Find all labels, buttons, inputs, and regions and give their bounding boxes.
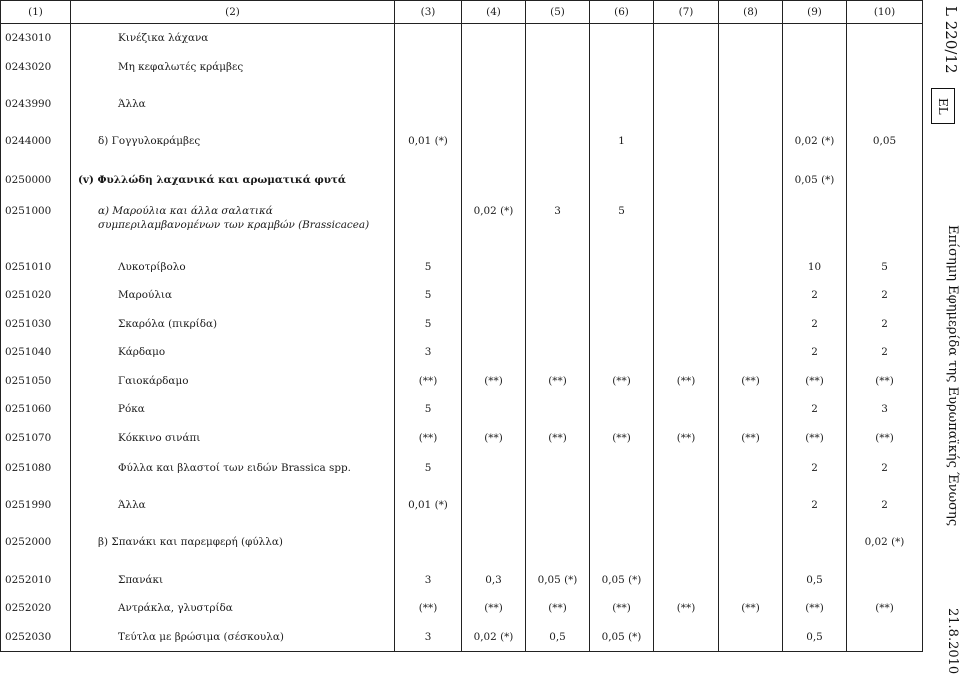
residue-limit-value <box>719 281 783 310</box>
residue-limit-value: 3 <box>395 566 462 594</box>
residue-limit-value: (**) <box>395 424 462 454</box>
residue-limit-value <box>462 90 526 127</box>
residue-limit-value: (**) <box>462 367 526 395</box>
residue-limit-value <box>526 281 590 310</box>
residue-limit-value: (**) <box>462 594 526 623</box>
residue-limit-value <box>719 454 783 491</box>
product-name: Ρόκα <box>71 395 395 424</box>
series-number: L 220/12 <box>942 6 960 74</box>
residue-limit-value <box>526 127 590 166</box>
journal-title: Επίσημη Εφημερίδα της Ευρωπαϊκής Ένωσης <box>945 225 960 527</box>
table-row <box>1 424 923 454</box>
residue-limit-value: 2 <box>783 454 847 491</box>
residue-limit-value <box>654 338 719 367</box>
residue-limit-value <box>847 166 923 197</box>
table-row <box>1 53 923 90</box>
residue-limit-value: (**) <box>395 367 462 395</box>
residue-limit-value <box>783 197 847 253</box>
table-row <box>1 281 923 310</box>
residue-limit-value: (**) <box>590 594 654 623</box>
residue-limit-value <box>590 90 654 127</box>
residue-limit-value: 5 <box>395 454 462 491</box>
product-name: Αντράκλα, γλυστρίδα <box>71 594 395 623</box>
residue-limit-value: 3 <box>526 197 590 253</box>
residue-limit-value <box>590 310 654 338</box>
product-code: 0243020 <box>1 53 71 90</box>
residue-limit-value <box>590 281 654 310</box>
residue-limit-value: 5 <box>395 310 462 338</box>
product-code: 0251990 <box>1 491 71 528</box>
product-name: Μαρούλια <box>71 281 395 310</box>
table-row <box>1 528 923 566</box>
product-code: 0252030 <box>1 623 71 652</box>
residue-limit-value: 2 <box>783 491 847 528</box>
residue-limit-value: 0,5 <box>783 566 847 594</box>
product-name: Κάρδαμο <box>71 338 395 367</box>
residue-limit-value: 0,02 (*) <box>783 127 847 166</box>
residue-limit-value <box>395 90 462 127</box>
residue-limit-value: 2 <box>847 338 923 367</box>
product-name: Μη κεφαλωτές κράμβες <box>71 53 395 90</box>
residue-limit-value: 2 <box>847 491 923 528</box>
residue-limit-value: 2 <box>783 310 847 338</box>
product-name: Κινέζικα λάχανα <box>71 24 395 53</box>
residue-limit-value <box>719 253 783 281</box>
residue-limit-value <box>526 90 590 127</box>
residue-limit-value <box>654 90 719 127</box>
column-header: (5) <box>526 1 590 24</box>
residue-limit-value <box>590 253 654 281</box>
residue-limit-value: (**) <box>654 367 719 395</box>
residue-limit-value <box>654 127 719 166</box>
residue-limit-value: 2 <box>783 281 847 310</box>
residue-limit-value: (**) <box>847 594 923 623</box>
residue-limit-value: (**) <box>783 367 847 395</box>
table-row <box>1 253 923 281</box>
residue-limit-value <box>719 197 783 253</box>
residue-limit-value <box>719 90 783 127</box>
column-header: (2) <box>71 1 395 24</box>
table-row <box>1 338 923 367</box>
residue-limit-value <box>654 24 719 53</box>
product-code: 0252000 <box>1 528 71 566</box>
product-name: Κόκκινο σινάπι <box>71 424 395 454</box>
residue-limit-value: (**) <box>719 594 783 623</box>
residue-limit-value: 0,01 (*) <box>395 127 462 166</box>
table-row <box>1 166 923 197</box>
residue-limit-value: 5 <box>395 281 462 310</box>
residue-limit-value: (**) <box>719 367 783 395</box>
residue-limit-value: (**) <box>590 424 654 454</box>
residue-limit-value: 0,02 (*) <box>462 623 526 652</box>
column-header: (3) <box>395 1 462 24</box>
residue-limit-value: (**) <box>847 367 923 395</box>
table-row <box>1 623 923 652</box>
residue-limit-value <box>462 454 526 491</box>
product-code: 0252010 <box>1 566 71 594</box>
residue-limit-value <box>654 566 719 594</box>
page-sidebar <box>926 0 960 674</box>
residue-limit-value <box>462 491 526 528</box>
residue-limit-value: 2 <box>847 454 923 491</box>
residue-limit-value <box>590 454 654 491</box>
residue-limit-value: (**) <box>590 367 654 395</box>
residue-limit-value: 0,05 (*) <box>783 166 847 197</box>
product-name: Άλλα <box>71 491 395 528</box>
language-code: EL <box>931 88 955 124</box>
residue-limit-value <box>395 528 462 566</box>
residue-limit-value <box>462 253 526 281</box>
residue-limit-value: 0,5 <box>526 623 590 652</box>
column-header: (9) <box>783 1 847 24</box>
residue-limit-value <box>395 24 462 53</box>
residue-limit-value: 2 <box>847 310 923 338</box>
residue-limit-value <box>462 528 526 566</box>
table-row <box>1 395 923 424</box>
residue-limit-value <box>462 127 526 166</box>
residue-limit-value <box>462 166 526 197</box>
residue-limit-value <box>783 528 847 566</box>
residue-limit-value <box>590 24 654 53</box>
residue-limit-value: (**) <box>654 594 719 623</box>
residue-limit-value <box>526 338 590 367</box>
product-name: δ) Γογγυλοκράμβες <box>71 127 395 166</box>
residue-limit-value: 0,05 (*) <box>590 623 654 652</box>
residue-limit-value: 0,02 (*) <box>462 197 526 253</box>
residue-limit-value <box>719 623 783 652</box>
product-name: Φύλλα και βλαστοί των ειδών Brassica spp. <box>71 454 395 491</box>
residue-limit-value: 3 <box>395 338 462 367</box>
residue-limit-value <box>654 395 719 424</box>
residue-limit-value <box>590 53 654 90</box>
residue-limit-value <box>526 528 590 566</box>
residue-limit-value <box>395 197 462 253</box>
product-code: 0251000 <box>1 197 71 253</box>
residue-limit-value <box>654 623 719 652</box>
residue-limit-value <box>719 528 783 566</box>
residue-limit-value <box>654 528 719 566</box>
residue-limit-value: 0,01 (*) <box>395 491 462 528</box>
residue-limit-value: 0,5 <box>783 623 847 652</box>
residue-limit-value: 0,3 <box>462 566 526 594</box>
table-row <box>1 566 923 594</box>
residue-limit-value <box>654 310 719 338</box>
residue-limit-value <box>847 566 923 594</box>
residue-limit-value <box>526 491 590 528</box>
table-row <box>1 491 923 528</box>
residue-limit-value: 2 <box>783 395 847 424</box>
residue-limit-value <box>847 53 923 90</box>
product-code: 0251040 <box>1 338 71 367</box>
residue-limit-value: 0,05 <box>847 127 923 166</box>
residue-limit-value: 1 <box>590 127 654 166</box>
product-code: 0252020 <box>1 594 71 623</box>
table-row <box>1 24 923 53</box>
residue-limit-value <box>462 395 526 424</box>
product-name: Σπανάκι <box>71 566 395 594</box>
residue-limit-value <box>783 53 847 90</box>
product-name: Τεύτλα με βρώσιμα (σέσκουλα) <box>71 623 395 652</box>
residue-limit-value <box>462 310 526 338</box>
residue-limit-value <box>526 24 590 53</box>
residue-limit-value <box>462 53 526 90</box>
residue-limit-value: 5 <box>395 253 462 281</box>
residue-limit-value: (**) <box>654 424 719 454</box>
column-header: (7) <box>654 1 719 24</box>
residue-limit-value <box>590 166 654 197</box>
residue-limit-value <box>719 491 783 528</box>
residue-limit-value <box>462 24 526 53</box>
table-row <box>1 197 923 253</box>
product-code: 0243990 <box>1 90 71 127</box>
residue-limit-value: 0,05 (*) <box>590 566 654 594</box>
column-header: (8) <box>719 1 783 24</box>
residue-limit-value <box>847 623 923 652</box>
residue-limit-value <box>719 53 783 90</box>
table-header-row <box>1 1 923 24</box>
residue-limit-value: (**) <box>783 594 847 623</box>
table-row <box>1 367 923 395</box>
residue-limit-value <box>654 454 719 491</box>
residue-limit-value: (**) <box>526 367 590 395</box>
residue-limit-value: 2 <box>783 338 847 367</box>
residue-limit-value <box>719 310 783 338</box>
residue-limit-value <box>462 338 526 367</box>
residue-limit-value <box>526 395 590 424</box>
residue-limit-value <box>847 90 923 127</box>
residue-limit-value: 10 <box>783 253 847 281</box>
residue-limit-value: (**) <box>847 424 923 454</box>
residue-limit-value <box>654 53 719 90</box>
residue-limit-value <box>526 454 590 491</box>
residue-limit-value: 5 <box>590 197 654 253</box>
residue-limit-value <box>654 197 719 253</box>
product-name: α) Μαρούλια και άλλα σαλατικά συμπεριλαμβανομένων των κραμβών (Brassicacea) <box>71 197 395 253</box>
product-name: Σκαρόλα (πικρίδα) <box>71 310 395 338</box>
residue-limit-value: 0,05 (*) <box>526 566 590 594</box>
product-name: Άλλα <box>71 90 395 127</box>
residue-limit-value <box>590 395 654 424</box>
column-header: (1) <box>1 1 71 24</box>
product-code: 0251030 <box>1 310 71 338</box>
residue-limit-value <box>847 24 923 53</box>
product-code: 0251080 <box>1 454 71 491</box>
residue-limit-value <box>654 491 719 528</box>
product-code: 0243010 <box>1 24 71 53</box>
residue-limit-value: 2 <box>847 281 923 310</box>
residue-limit-value <box>719 566 783 594</box>
residue-limit-value: 5 <box>395 395 462 424</box>
residue-limit-value <box>526 53 590 90</box>
residue-limit-value <box>654 281 719 310</box>
residue-limit-value: (**) <box>783 424 847 454</box>
residue-limit-value: 5 <box>847 253 923 281</box>
product-code: 0251070 <box>1 424 71 454</box>
residue-limit-value <box>847 197 923 253</box>
residue-limit-value <box>590 528 654 566</box>
residue-limit-value: (**) <box>526 424 590 454</box>
product-code: 0251010 <box>1 253 71 281</box>
residue-limit-value: (**) <box>526 594 590 623</box>
residue-limit-value <box>590 338 654 367</box>
product-name: β) Σπανάκι και παρεμφερή (φύλλα) <box>71 528 395 566</box>
product-name: Γαιοκάρδαμο <box>71 367 395 395</box>
product-name: (v) Φυλλώδη λαχανικά και αρωματικά φυτά <box>71 166 395 197</box>
table-row <box>1 594 923 623</box>
residue-limit-value <box>462 281 526 310</box>
product-code: 0251060 <box>1 395 71 424</box>
product-code: 0251020 <box>1 281 71 310</box>
residue-limit-value: 3 <box>395 623 462 652</box>
residue-limit-value <box>526 166 590 197</box>
residue-limit-value: (**) <box>719 424 783 454</box>
residue-limit-value <box>719 338 783 367</box>
residue-limit-value: (**) <box>462 424 526 454</box>
residue-limit-value <box>719 166 783 197</box>
table-row <box>1 454 923 491</box>
product-code: 0244000 <box>1 127 71 166</box>
residue-limit-value <box>719 24 783 53</box>
residue-limit-value <box>526 253 590 281</box>
residue-limit-value <box>395 53 462 90</box>
residue-limit-value <box>719 127 783 166</box>
residue-limit-value <box>395 166 462 197</box>
residue-limit-value <box>719 395 783 424</box>
column-header: (10) <box>847 1 923 24</box>
residue-limit-value: 0,02 (*) <box>847 528 923 566</box>
publication-date: 21.8.2010 <box>945 608 960 674</box>
residue-limit-value <box>654 253 719 281</box>
product-code: 0251050 <box>1 367 71 395</box>
residue-limit-value <box>654 166 719 197</box>
residue-limit-value <box>783 90 847 127</box>
table-row <box>1 310 923 338</box>
table-row <box>1 90 923 127</box>
residue-limit-value <box>783 24 847 53</box>
product-name: Λυκοτρίβολο <box>71 253 395 281</box>
column-header: (6) <box>590 1 654 24</box>
residue-limit-value: 3 <box>847 395 923 424</box>
product-code: 0250000 <box>1 166 71 197</box>
residue-limit-value <box>590 491 654 528</box>
residue-limit-value: (**) <box>395 594 462 623</box>
column-header: (4) <box>462 1 526 24</box>
table-row <box>1 127 923 166</box>
residue-limit-value <box>526 310 590 338</box>
